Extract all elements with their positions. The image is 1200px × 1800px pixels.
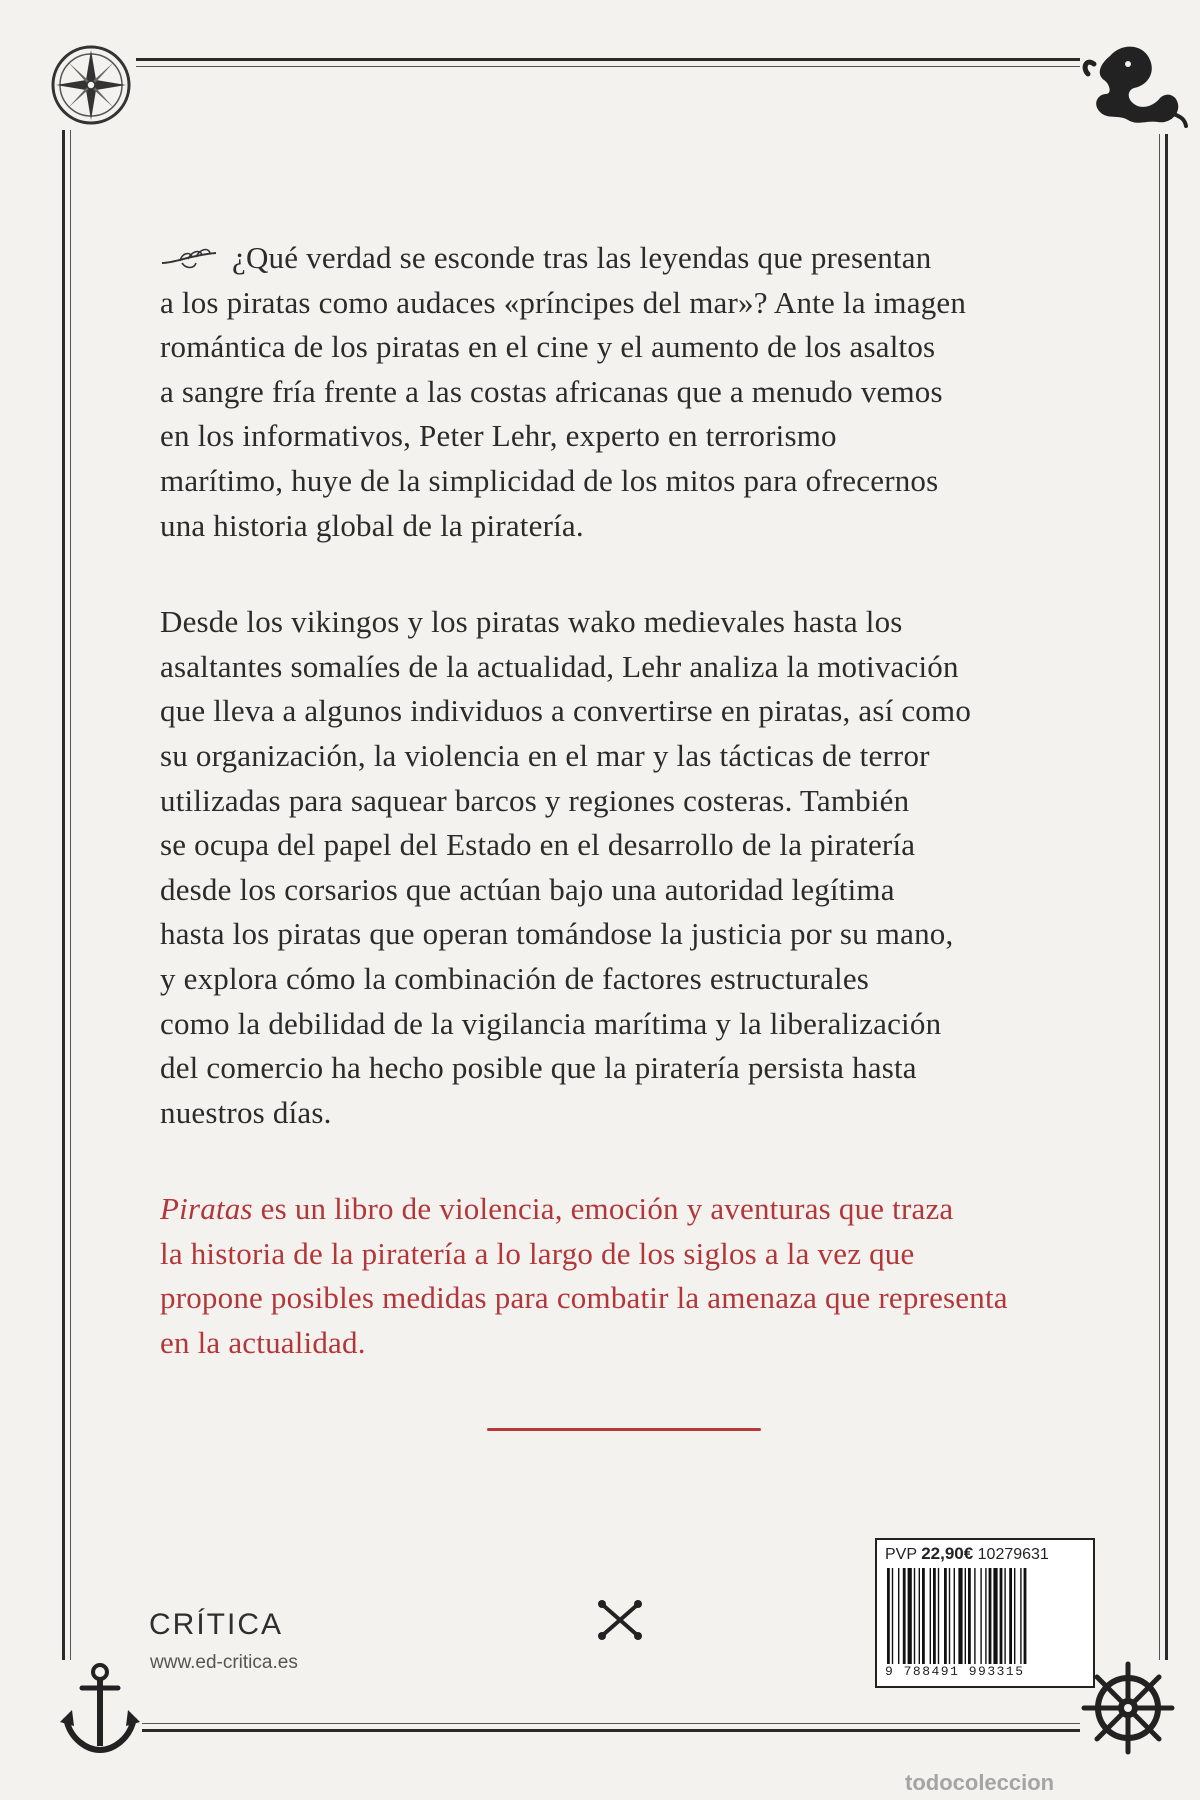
watermark-text: todocoleccion [905, 1770, 1055, 1795]
red-divider [487, 1428, 761, 1431]
blurb-paragraph-1 [160, 236, 1100, 548]
blurb-paragraph-2: Desde los vikingos y los piratas wako medievales hasta los asaltantes somalíes de la actualidad, Lehr analiza la motivación que lleva a algunos individuos a convertirse en piratas, así como su organización, la violencia en el mar y las tácticas de terror utilizadas para saquear barcos y regiones costeras. También se ocupa del papel del Estado en el desarrollo de la piratería desde los corsarios que actúan bajo una autoridad legítima hasta los piratas que operan tomándose la justicia por su mano, y explora cómo la combinación de factores estructurales como la debilidad de la vigilancia marítima y la liberalización del comercio ha hecho posible que la piratería persista hasta nuestros días. [160, 604, 972, 1130]
crossed-bones-icon [596, 1600, 644, 1640]
ean-number: 9 788491 993315 [885, 1664, 1025, 1679]
price-value: 22,90€ [921, 1544, 974, 1563]
product-code: 10279631 [977, 1546, 1049, 1563]
pvp-label: PVP [885, 1546, 917, 1563]
fleuron-icon [160, 239, 220, 265]
price-row [885, 1544, 1049, 1564]
barcode-label [875, 1538, 1095, 1688]
compass-rose-icon [46, 40, 136, 130]
blurb-paragraph-3-text: es un libro de violencia, emoción y aventuras que traza la historia de la piratería a lo largo de los siglos a la vez que propone posibles medidas para combatir la amenaza que representa en la actualidad. [160, 1191, 1008, 1361]
publisher-url: www.ed-critica.es [150, 1652, 298, 1673]
blurb-paragraph-3 [160, 1187, 1100, 1365]
blurb-text [160, 236, 1100, 1366]
book-title-italic: Piratas [160, 1191, 253, 1227]
anchor-icon [58, 1660, 142, 1758]
blurb-paragraph-1-text: ¿Qué verdad se esconde tras las leyendas que presentan a los piratas como audaces «príncipes del mar»? Ante la imagen romántica de los piratas en el cine y el aumento de los asaltos a sangre fría frente a las costas africanas que a menudo vemos en los informativos, Peter Lehr, experto en terrorismo marítimo, huye de la simplicidad de los mitos para ofrecernos una historia global de la piratería. [160, 240, 967, 543]
barcode-bars [885, 1568, 1083, 1664]
publisher-name: CRÍTICA [149, 1608, 283, 1641]
kraken-silhouette-icon [1080, 34, 1190, 134]
